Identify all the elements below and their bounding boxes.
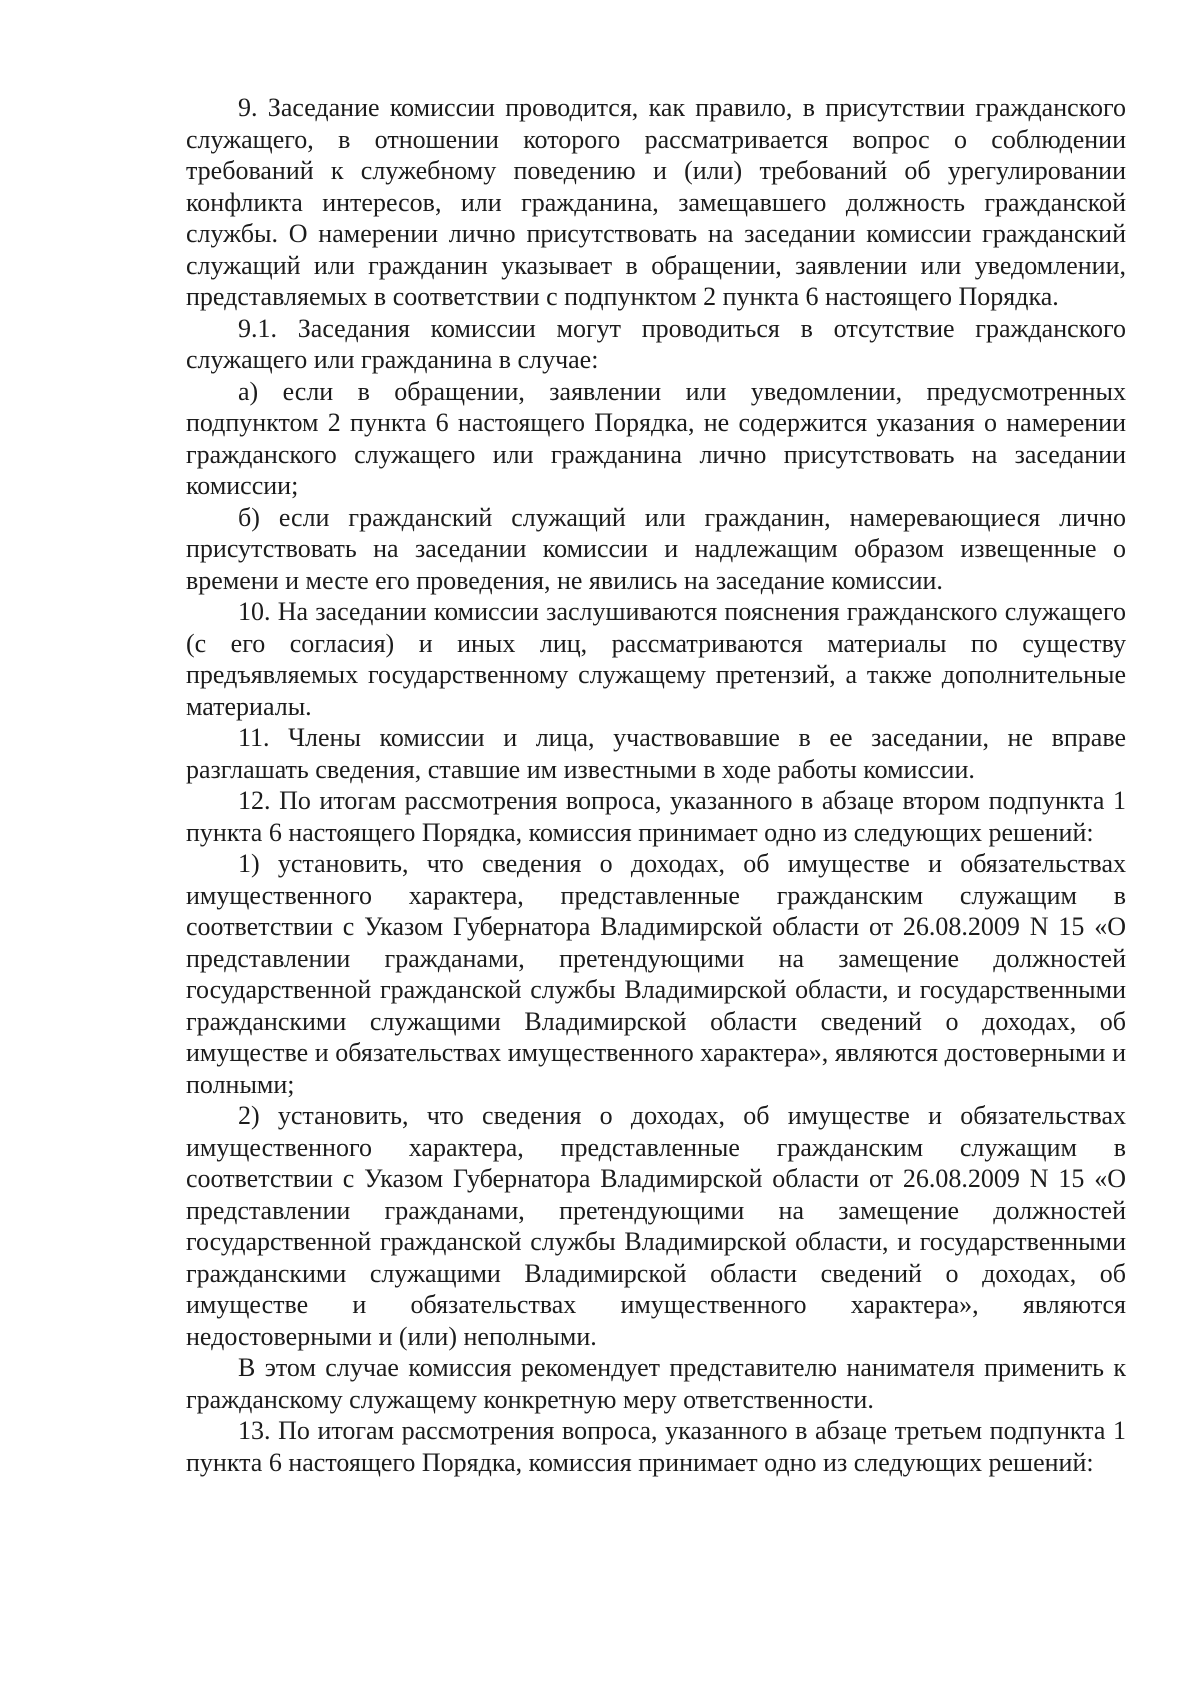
- paragraph-10: 10. На заседании комиссии заслушиваются пояснения гражданского служащего (с его согласия) и иных лиц, рассматриваются материалы по существу предъявляемых государственному служащему претензий, а также дополнительные материалы.: [186, 597, 1126, 721]
- paragraph-9-1-a: а) если в обращении, заявлении или уведомлении, предусмотренных подпунктом 2 пункта 6 настоящего Порядка, не содержится указания о намерении гражданского служащего или гражданина лично присутствовать на заседании комиссии;: [186, 376, 1126, 500]
- paragraph-9-1: 9.1. Заседания комиссии могут проводиться в отсутствие гражданского служащего или гражданина в случае:: [186, 313, 1126, 374]
- paragraph-13: 13. По итогам рассмотрения вопроса, указанного в абзаце третьем подпункта 1 пункта 6 настоящего Порядка, комиссия принимает одно из следующих решений:: [186, 1416, 1126, 1477]
- document-body: [186, 92, 1126, 1478]
- paragraph-12: 12. По итогам рассмотрения вопроса, указанного в абзаце втором подпункта 1 пункта 6 настоящего Порядка, комиссия принимает одно из следующих решений:: [186, 786, 1126, 847]
- paragraph-12-note: В этом случае комиссия рекомендует представителю нанимателя применить к гражданскому служащему конкретную меру ответственности.: [186, 1353, 1126, 1414]
- paragraph-9-1-b: б) если гражданский служащий или гражданин, намеревающиеся лично присутствовать на заседании комиссии и надлежащим образом извещенные о времени и месте его проведения, не явились на заседание комиссии.: [186, 502, 1126, 595]
- paragraph-12-2: 2) установить, что сведения о доходах, об имуществе и обязательствах имущественного характера, представленные гражданским служащим в соответствии с Указом Губернатора Владимирской области от 26.08.2009 N 15 «О представлении гражданами, претендующими на замещение должностей государственной гражданской службы Владимирской области, и государственными гражданскими служащими Владимирской области сведений о доходах, об имуществе и обязательствах имущественного характера», являются недостоверными и (или) неполными.: [186, 1101, 1126, 1351]
- paragraph-11: 11. Члены комиссии и лица, участвовавшие в ее заседании, не вправе разглашать сведения, ставшие им известными в ходе работы комиссии.: [186, 723, 1126, 784]
- paragraph-12-1: 1) установить, что сведения о доходах, об имуществе и обязательствах имущественного характера, представленные гражданским служащим в соответствии с Указом Губернатора Владимирской области от 26.08.2009 N 15 «О представлении гражданами, претендующими на замещение должностей государственной гражданской службы Владимирской области, и государственными гражданскими служащими Владимирской области сведений о доходах, об имуществе и обязательствах имущественного характера», являются достоверными и полными;: [186, 849, 1126, 1099]
- paragraph-9: 9. Заседание комиссии проводится, как правило, в присутствии гражданского служащего, в отношении которого рассматривается вопрос о соблюдении требований к служебному поведению и (или) требований об урегулировании конфликта интересов, или гражданина, замещавшего должность гражданской службы. О намерении лично присутствовать на заседании комиссии гражданский служащий или гражданин указывает в обращении, заявлении или уведомлении, представляемых в соответствии с подпунктом 2 пункта 6 настоящего Порядка.: [186, 93, 1126, 311]
